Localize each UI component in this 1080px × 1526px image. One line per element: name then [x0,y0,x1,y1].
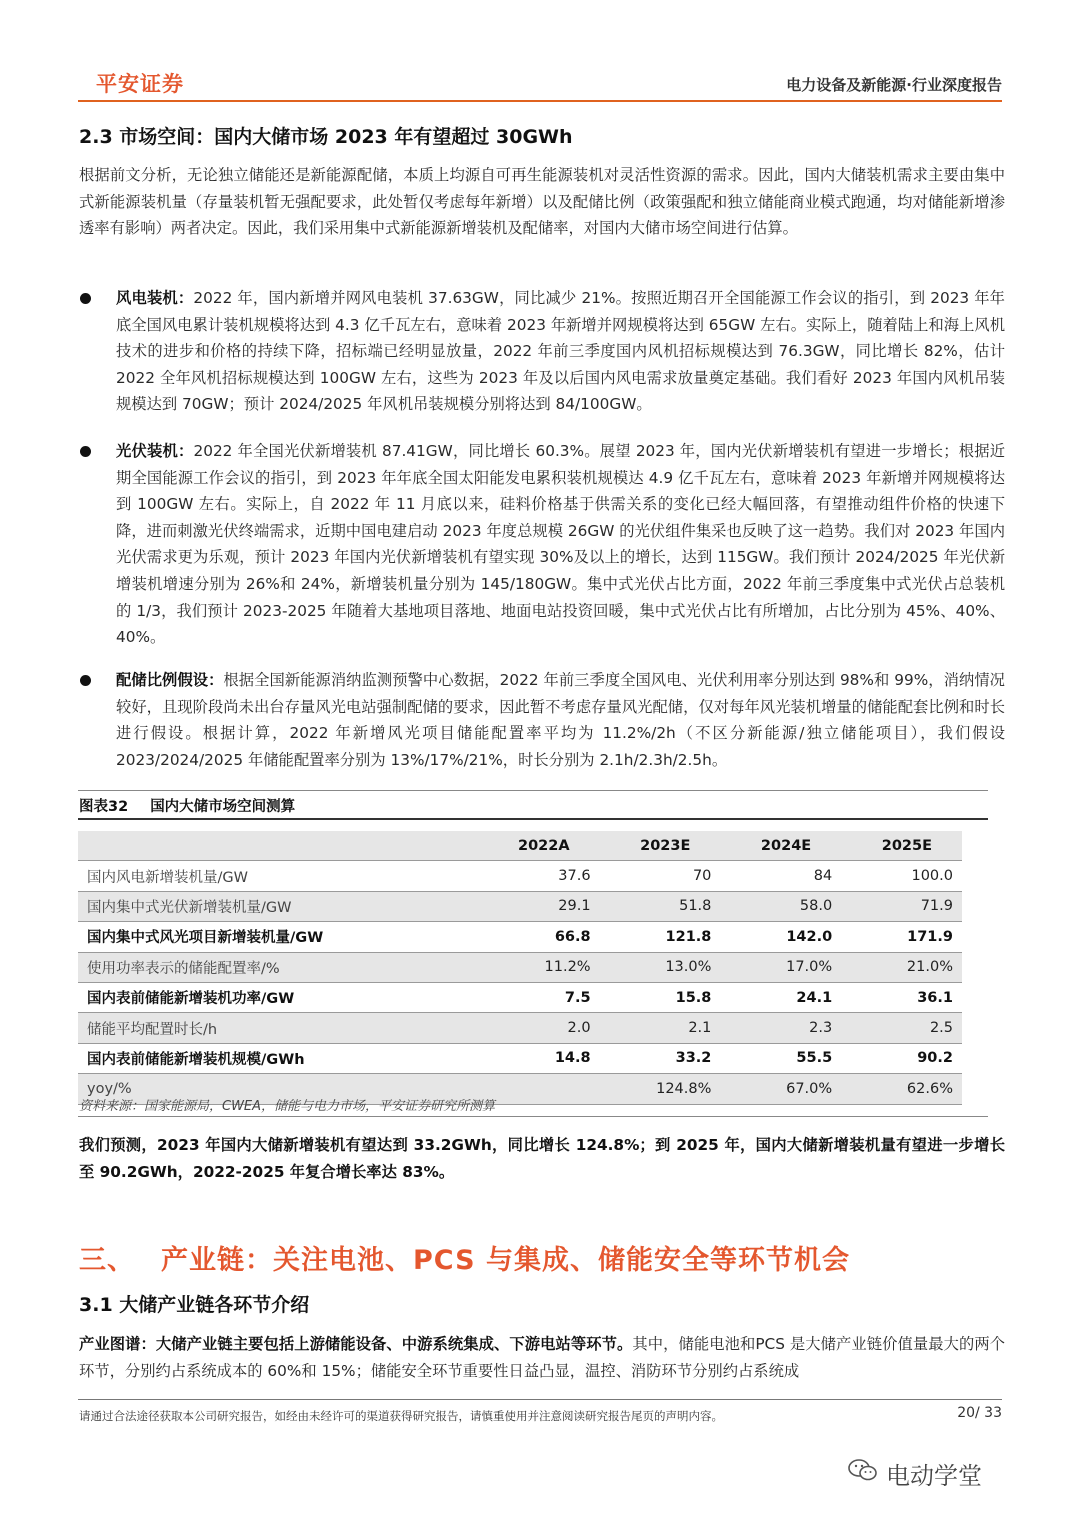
table-cell: 15.8 [600,982,721,1012]
bullet-dot [80,446,91,457]
table-row [78,982,962,1012]
table-cell: 171.9 [841,922,962,952]
section-2-3-title: 2.3 市场空间：国内大储市场 2023 年有望超过 30GWh [79,126,573,148]
figure-caption: 国内大储市场空间测算 [150,799,296,815]
page-number: 20/ 33 [957,1405,1002,1421]
table-cell [477,1074,600,1104]
table-cell: 58.0 [720,891,841,921]
table-row [78,1043,962,1073]
table-cell: 2.0 [477,1013,600,1043]
bullet-text: 2022 年，国内新增并网风电装机 37.63GW，同比减少 21%。按照近期召开全国能源工作会议的指引，到 2023 年年底全国风电累计装机规模将达到 4.3 亿千瓦左右，意味着 2023 年新增并网规模将达到 65GW 左右。实际上，随着陆上和海上风机技术的进步和价格的持续下降，招标端已经明显放量，2022 年前三季度国内风机招标规模达到 76.3GW，同比增长 82%，估计 2022 全年风机招标规模达到 100GW 左右，这些为 2023 年及以后国内风电需求放量奠定基础。我们看好 2023 年国内风机吊装规模达到 70GW；预计 2024/2025 年风机吊装规模分别将达到 84/100GW。 [116,289,1005,414]
table-row [78,1013,962,1043]
storage-market-table [78,831,962,1105]
section-3-1-title: 3.1 大储产业链各环节介绍 [79,1294,310,1316]
row-label: 国内风电新增装机量/GW [78,861,477,891]
table-cell: 13.0% [600,952,721,982]
section-2-3-intro: 根据前文分析，无论独立储能还是新能源配储，本质上均源自可再生能源装机对灵活性资源的需求。因此，国内大储装机需求主要由集中式新能源装机量（存量装机暂无强配要求，此处暂仅考虑每年新增）以及配储比例（政策强配和独立储能商业模式跑通，均对储能新增渗透率有影响）两者决定。因此，我们采用集中式新能源新增装机及配储率，对国内大储市场空间进行估算。 [79,166,1005,238]
forecast-conclusion: 我们预测，2023 年国内大储新增装机有望达到 33.2GWh，同比增长 124.8%；到 2025 年，国内大储新增装机量有望进一步增长至 90.2GWh，2022-2025 年复合增长率达 83%。 [79,1136,1005,1181]
table-cell: 51.8 [600,891,721,921]
table-cell: 66.8 [477,922,600,952]
watermark-text: 电动学堂 [886,1462,982,1490]
figure-bottom-rule [78,1116,988,1117]
table-cell: 100.0 [841,861,962,891]
table-cell: 14.8 [477,1043,600,1073]
figure-title [79,795,295,816]
footer-divider [78,1399,1002,1400]
table-cell: 70 [600,861,721,891]
bullet-wind [116,285,1005,418]
table-cell: 142.0 [720,922,841,952]
figure-title-rule [78,818,988,820]
table-cell: 24.1 [720,982,841,1012]
table-cell: 37.6 [477,861,600,891]
chapter-3-heading [79,1238,850,1277]
table-cell: 33.2 [600,1043,721,1073]
bullet-label: 配储比例假设： [116,671,224,689]
figure-top-rule [78,790,988,791]
table-header-cell: 2025E [841,831,962,861]
table-header-row [78,831,962,861]
lead-text: 其中，储能电池和PCS 是大储产业链价值量最大的两个环节，分别约占系统成本的 60%和 15%；储能安全环节重要性日益凸显，温控、消防环节分别约占系统成 [79,1335,1005,1380]
table-cell: 2.1 [600,1013,721,1043]
table-cell: 7.5 [477,982,600,1012]
bullet-text: 2022 年全国光伏新增装机 87.41GW，同比增长 60.3%。展望 2023 年，国内光伏新增装机有望进一步增长；根据近期全国能源工作会议的指引，到 2023 年年底全国太阳能发电累积装机规模达 4.9 亿千瓦左右，意味着 2023 年新增并网规模将达到 100GW 左右。实际上，自 2022 年 11 月底以来，硅料价格基于供需关系的变化已经大幅回落，有望推动组件价格的快速下降，进而刺激光伏终端需求，近期中国电建启动 2023 年度总规模 26GW 的光伏组件集采也反映了这一趋势。我们对 2023 年国内光伏需求更为乐观，预计 2023 年国内光伏新增装机有望实现 30%及以上的增长，达到 115GW。我们预计 2024/2025 年光伏新增装机增速分别为 26%和 24%，新增装机量分别为 145/180GW。集中式光伏占比方面，2022 年前三季度集中式光伏占总装机的 1/3，我们预计 2023-2025 年随着大基地项目落地、地面电站投资回暖，集中式光伏占比有所增加，占比分别为 45%、40%、40%。 [116,442,1005,647]
table-cell: 2.3 [720,1013,841,1043]
bullet-label: 风电装机： [116,289,194,307]
table-cell: 124.8% [600,1074,721,1104]
section-3-1-text [79,1331,1005,1384]
bullet-text: 根据全国新能源消纳监测预警中心数据，2022 年前三季度全国风电、光伏利用率分别达到 98%和 99%，消纳情况较好，且现阶段尚未出台存量风光电站强制配储的要求，因此暂不考虑存量风光配储，仅对每年风光装机增量的储能配套比例和时长进行假设。根据计算，2022 年新增风光项目储能配置率平均为 11.2%/2h（不区分新能源/独立储能项目），我们假设 2023/2024/2025 年储能配置率分别为 13%/17%/21%，时长分别为 2.1h/2.3h/2.5h。 [116,671,1005,769]
row-label: 储能平均配置时长/h [78,1013,477,1043]
watermark [886,1456,982,1491]
row-label: 国内表前储能新增装机规模/GWh [78,1043,477,1073]
lead-bold-text: 大储产业链主要包括上游储能设备、中游系统集成、下游电站等环节。 [155,1335,633,1353]
table-header-cell: 2022A [477,831,600,861]
table-header-cell [78,831,477,861]
lead-label: 产业图谱： [79,1335,156,1353]
table-cell: 90.2 [841,1043,962,1073]
row-label: 使用功率表示的储能配置率/% [78,952,477,982]
table-header-cell: 2023E [600,831,721,861]
table-cell: 17.0% [720,952,841,982]
table-cell: 2.5 [841,1013,962,1043]
table-cell: 21.0% [841,952,962,982]
table-cell: 62.6% [841,1074,962,1104]
table-cell: 11.2% [477,952,600,982]
wechat-icon [848,1458,878,1482]
table-cell: 36.1 [841,982,962,1012]
chapter-number: 三、 [79,1245,135,1276]
row-label: yoy/% [78,1074,477,1104]
table-header-cell: 2024E [720,831,841,861]
footer-disclaimer: 请通过合法途径获取本公司研究报告，如经由未经许可的渠道获得研究报告，请慎重使用并注意阅读研究报告尾页的声明内容。 [79,1409,723,1423]
chapter-title: 产业链：关注电池、PCS 与集成、储能安全等环节机会 [161,1245,850,1276]
bullet-storage-ratio [116,667,1005,773]
report-category: 电力设备及新能源·行业深度报告 [786,76,1002,94]
figure-source: 资料来源：国家能源局，CWEA，储能与电力市场，平安证券研究所测算 [79,1099,496,1114]
row-label: 国内集中式风光项目新增装机量/GW [78,922,477,952]
table-cell: 71.9 [841,891,962,921]
bullet-dot [80,675,91,686]
table-cell: 121.8 [600,922,721,952]
table-row [78,891,962,921]
table-cell: 67.0% [720,1074,841,1104]
bullet-dot [80,293,91,304]
bullet-label: 光伏装机： [116,442,194,460]
header-divider [78,100,1002,102]
table-cell: 84 [720,861,841,891]
figure-number: 图表32 [79,799,129,815]
bullet-solar [116,438,1005,651]
table-cell: 29.1 [477,891,600,921]
table-row [78,861,962,891]
table-row [78,952,962,982]
row-label: 国内表前储能新增装机功率/GW [78,982,477,1012]
company-logo: 平安证券 [96,72,184,96]
row-label: 国内集中式光伏新增装机量/GW [78,891,477,921]
table-cell: 55.5 [720,1043,841,1073]
table-row [78,922,962,952]
